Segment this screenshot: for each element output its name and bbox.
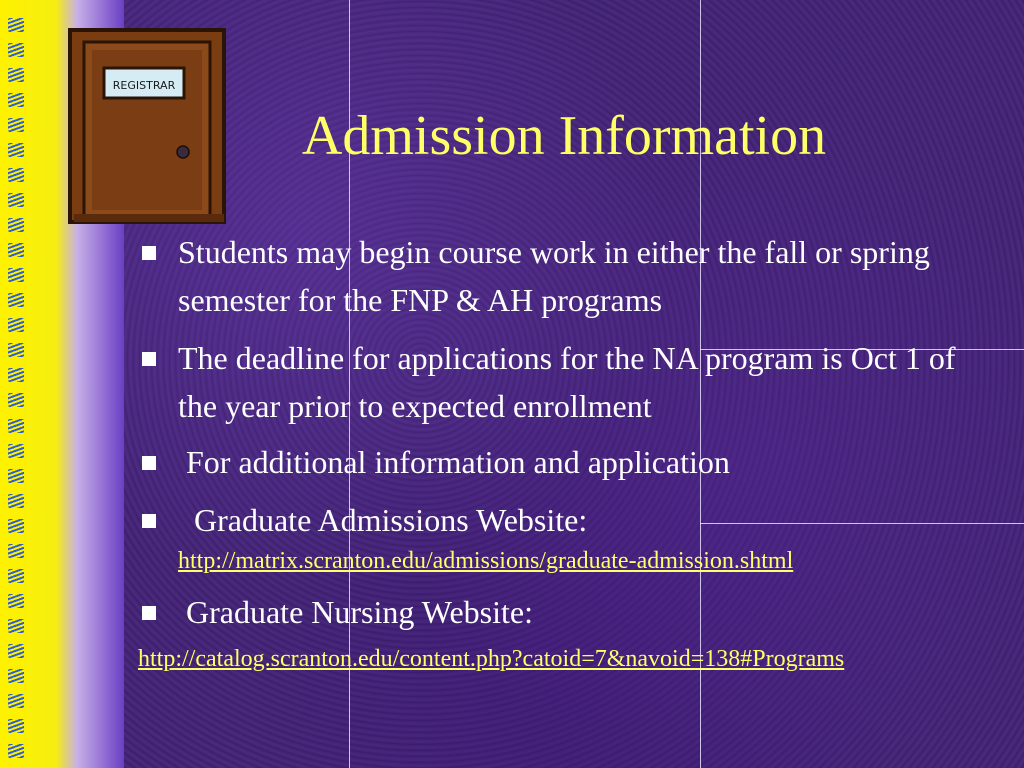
bullet-text: For additional information and application — [178, 444, 730, 480]
bullet-item — [140, 334, 1000, 430]
bullet-item — [140, 496, 1000, 544]
bullet-list — [140, 228, 1000, 676]
bullet-square-icon — [142, 606, 156, 620]
bullet-text: The deadline for applications for the NA program is Oct 1 of the year prior to expected enrollment — [178, 340, 956, 424]
bullet-item — [140, 588, 1000, 636]
link-row — [140, 544, 1000, 578]
bullet-square-icon — [142, 246, 156, 260]
bullet-item — [140, 228, 1000, 324]
bullet-square-icon — [142, 352, 156, 366]
link-row — [138, 642, 1000, 676]
bullet-square-icon — [142, 514, 156, 528]
slide-title: Admission Information — [301, 105, 827, 167]
graduate-nursing-link[interactable]: http://catalog.scranton.edu/content.php?catoid=7&navoid=138#Programs — [138, 646, 845, 672]
graduate-admissions-link[interactable]: http://matrix.scranton.edu/admissions/graduate-admission.shtml — [178, 548, 794, 574]
bullet-square-icon — [142, 456, 156, 470]
bullet-item — [140, 438, 1000, 486]
wave-pattern — [8, 18, 26, 758]
bullet-text: Students may begin course work in either the fall or spring semester for the FNP & AH programs — [178, 234, 930, 318]
bullet-text: Graduate Admissions Website: — [178, 502, 588, 538]
door-sign-text: REGISTRAR — [112, 79, 176, 92]
bullet-text: Graduate Nursing Website: — [178, 594, 533, 630]
